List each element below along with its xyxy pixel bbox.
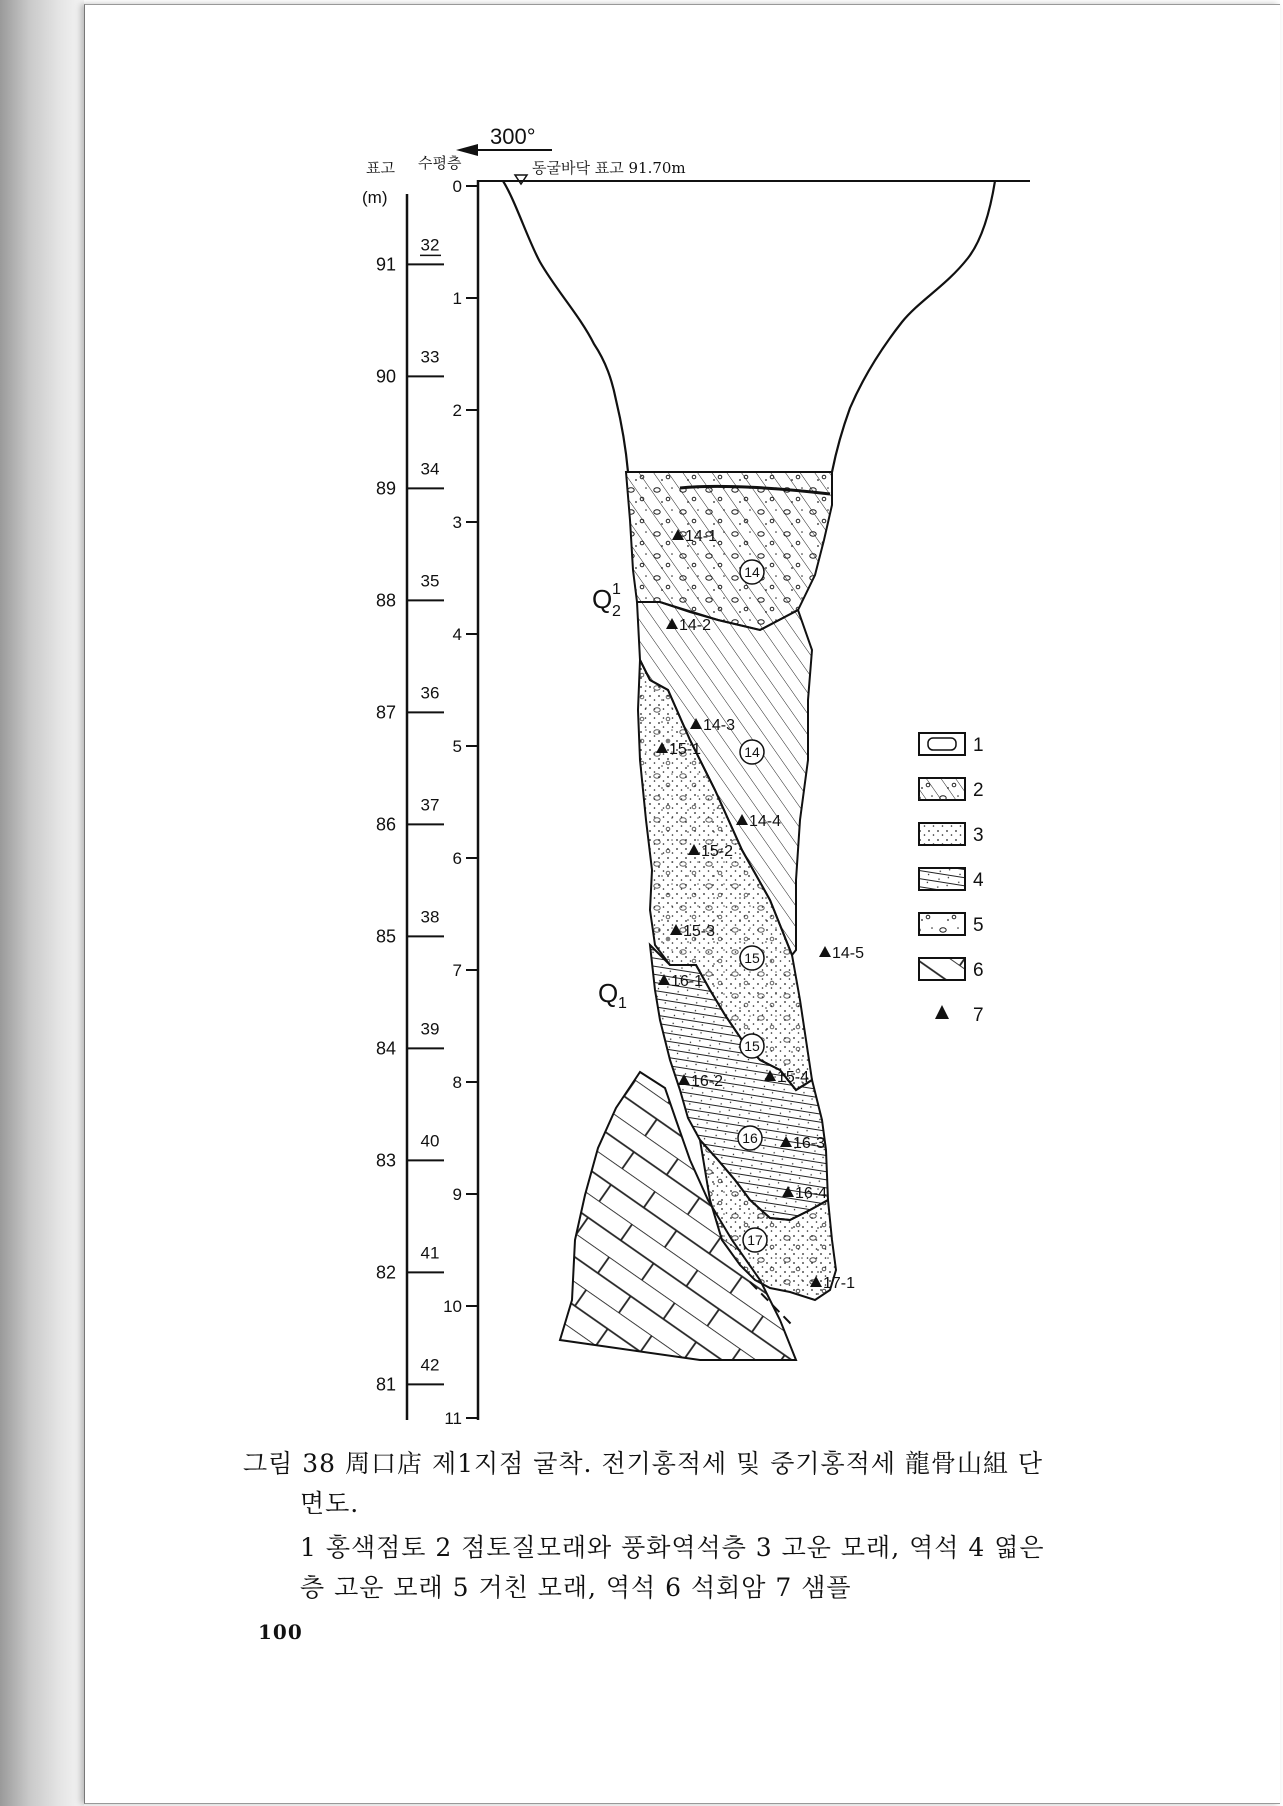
elevation-tick-label: 85 [375,926,396,947]
depth-tick-label: 10 [443,1297,462,1316]
stratum-q2-sub: 2 [612,603,621,620]
legend-gravel-overlay [919,778,965,800]
elevation-header: 표고 [366,159,395,177]
datum-numbers [420,235,441,1374]
datum-number: 34 [420,459,440,479]
legend-swatch-laminated-sand [919,868,965,890]
sample-label: 17-1 [823,1275,856,1292]
datum-number: 41 [420,1243,440,1263]
sample-label: 15-2 [701,843,734,860]
sample-label: 15-4 [777,1069,810,1086]
legend-number: 1 [973,735,984,756]
depth-tick-label: 8 [452,1073,462,1092]
cave-floor-marker-icon [515,175,527,184]
legend-number: 6 [973,960,984,981]
layer-number-label: 14 [744,744,760,760]
elevation-tick-label: 83 [375,1150,396,1171]
elevation-tick-label: 86 [375,814,396,835]
depth-tick-label: 2 [452,401,462,420]
elevation-tick-label: 87 [375,702,396,723]
datum-number: 38 [420,907,440,927]
elevation-tick-label: 82 [375,1262,396,1283]
caption-line-1: 그림 38 周口店 제1지점 굴착. 전기홍적세 및 중기홍적세 龍骨山組 단 [243,1449,1044,1478]
datum-number: 36 [420,683,440,703]
caption-line-2: 면도. [300,1489,360,1518]
sample-label: 16-3 [793,1135,826,1152]
elevation-tick-label: 88 [375,590,396,611]
datum-number: 42 [420,1355,440,1375]
datum-number: 37 [420,795,440,815]
stratum-label-q2 [592,581,621,620]
legend-number: 3 [973,825,984,846]
orientation-arrow [456,124,552,156]
depth-tick-label: 6 [452,849,462,868]
legend-number: 7 [973,1005,984,1026]
sample-label: 14-3 [703,717,736,734]
caption-line-3: 1 홍색점토 2 점토질모래와 풍화역석층 3 고운 모래, 역석 4 엷은 [300,1533,1045,1562]
depth-tick-label: 11 [444,1409,462,1428]
sample-label: 15-3 [683,923,716,940]
unit-label: (m) [362,188,388,207]
sample-label: 14-2 [679,617,712,634]
stratum-label-q1 [598,978,627,1012]
datum-number: 40 [420,1131,440,1151]
page-number: 100 [258,1620,303,1644]
stratum-q2-main: Q [592,584,613,614]
depth-tick-label: 3 [452,513,462,532]
legend-sample-icon [935,1005,949,1019]
sample-label: 16-1 [671,973,704,990]
legend-swatch-fine-sand [919,823,965,845]
legend [919,733,984,1026]
legend-number: 4 [973,870,984,891]
stratum-q2-sup: 1 [612,581,621,598]
layer-number-label: 17 [747,1232,763,1248]
sample-label: 16-4 [795,1185,828,1202]
datum-number: 32 [420,235,440,255]
depth-tick-label: 9 [452,1185,462,1204]
depth-tick-label: 1 [452,289,462,308]
datum-number: 35 [420,571,440,591]
legend-swatch-clay [919,733,965,755]
elevation-tick-label: 84 [375,1038,396,1059]
depth-tick-label: 0 [452,177,462,196]
sample-label: 14-4 [749,813,782,830]
elevation-ticks [376,254,444,1394]
legend-swatch-coarse-sand-gravel [919,913,965,935]
datum-header: 수평층 [418,154,462,172]
elevation-tick-label: 91 [375,254,396,275]
caption-line-4: 층 고운 모래 5 거친 모래, 역석 6 석회암 7 샘플 [300,1573,852,1602]
layer-number-label: 14 [744,564,760,580]
orientation-label: 300° [490,124,536,149]
depth-tick-label: 5 [452,737,462,756]
depth-ticks [443,177,478,1428]
legend-number: 5 [973,915,984,936]
sample-label: 14-1 [685,528,718,545]
legend-swatch-limestone [919,958,965,980]
legend-number: 2 [973,780,984,801]
sample-label: 15-1 [669,741,702,758]
datum-number: 39 [420,1019,440,1039]
depth-tick-label: 7 [452,961,462,980]
datum-number: 33 [420,347,440,367]
cave-floor-label: 동굴바닥 표고 91.70m [532,159,686,177]
elevation-tick-label: 81 [375,1374,396,1395]
layer-number-label: 15 [744,1038,760,1054]
elevation-tick-label: 90 [375,366,396,387]
excavation-upper-profile [503,181,995,472]
layer-number-label: 15 [744,950,760,966]
layer-number-label: 16 [742,1130,758,1146]
elevation-tick-label: 89 [375,478,396,499]
sample-triangle-icon [819,946,831,957]
stratum-q1-sub: 1 [618,995,627,1012]
depth-tick-label: 4 [452,625,462,644]
sample-label: 16-2 [691,1073,724,1090]
stratum-q1-main: Q [598,978,619,1008]
sample-label: 14-5 [832,945,865,962]
